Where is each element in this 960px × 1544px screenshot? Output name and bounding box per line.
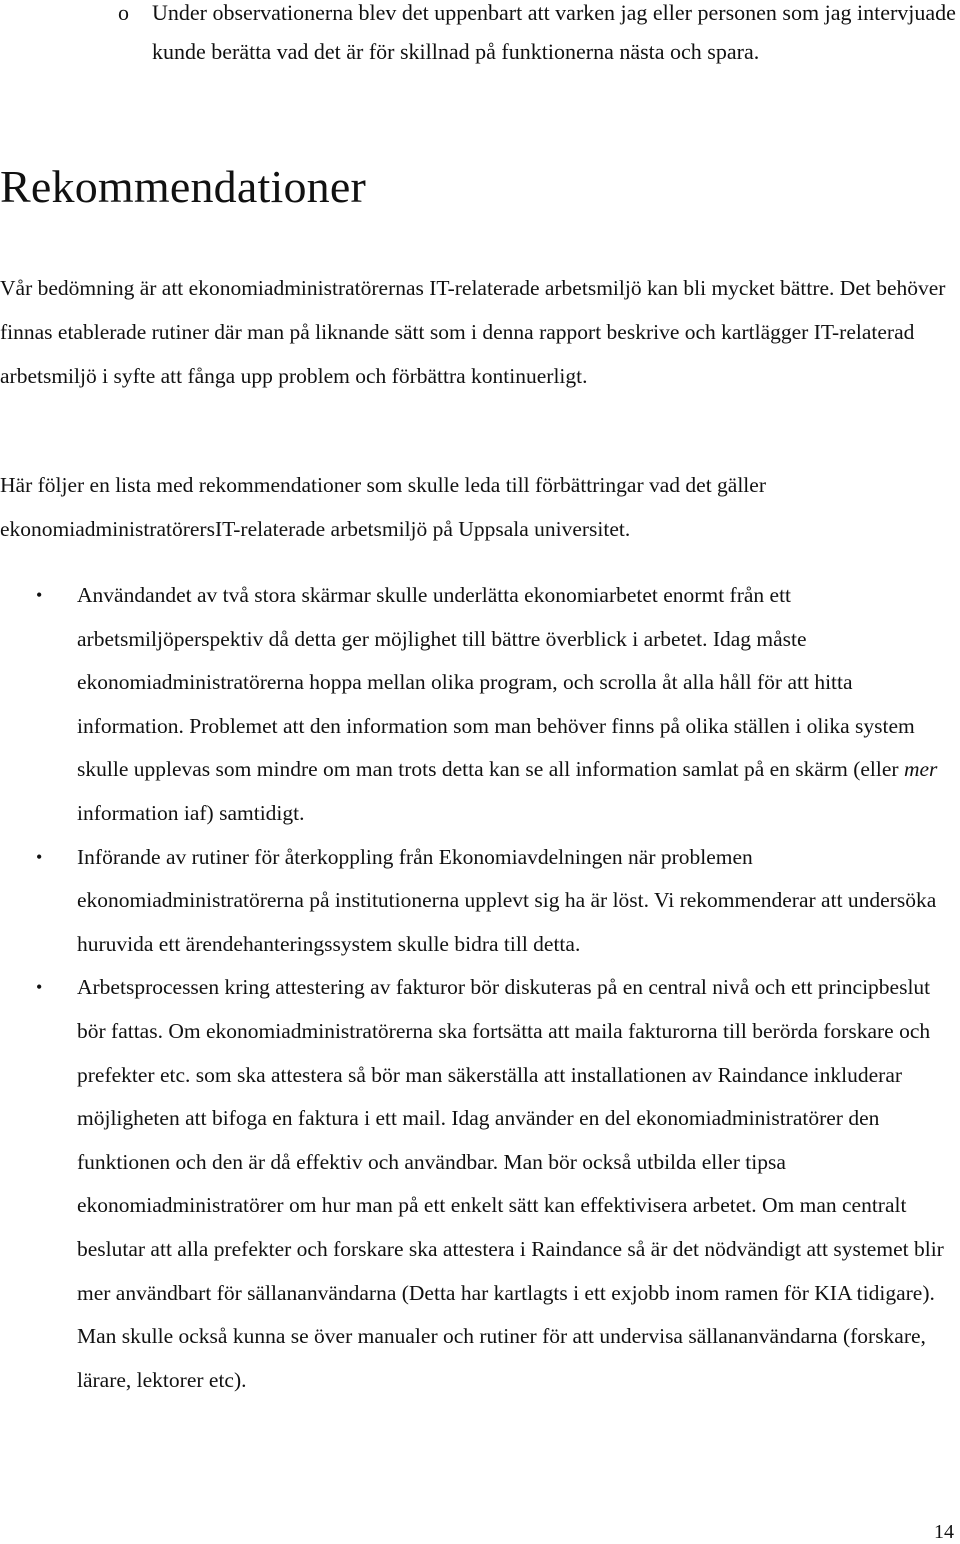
section-heading: Rekommendationer (0, 161, 366, 212)
bullet-marker: • (36, 585, 43, 605)
list-item-text: Införande av rutiner för återkoppling från Ekonomiavdelningen när problemen ekonomiadministratörerna på institutionerna upplevt sig ha är löst. Vi rekommenderar att undersöka huruvida ett ärendehanteringssystem skulle bidra till detta. (77, 844, 937, 956)
text-segment: Användandet av två stora skärmar skulle underlätta ekonomiarbetet enormt från ett arbetsmiljöperspektiv då detta ger möjlighet till bättre överblick i arbetet. Idag måste ekonomiadministratörerna hoppa mellan olika program, och scrolla åt alla håll för att hitta information. Problemet att den information som man behöver finns på olika ställen i olika system skulle upplevas som mindre om man trots detta kan se all information samlat på en skärm (eller (77, 583, 915, 782)
sub-list-item (118, 0, 960, 71)
page-number: 14 (934, 1521, 954, 1543)
list-item (0, 574, 960, 836)
list-item (0, 836, 960, 967)
text-segment: information iaf) samtidigt. (77, 800, 305, 825)
list-item (0, 966, 960, 1402)
paragraph-list-intro: Här följer en lista med rekommendationer som skulle leda till förbättringar vad det gäller ekonomiadministratörersIT-relaterade arbetsmiljö på Uppsala universitet. (0, 473, 766, 541)
bullet-marker: • (36, 977, 43, 998)
list-item-text: Arbetsprocessen kring attestering av fakturor bör diskuteras på en central nivå och ett principbeslut bör fattas. Om ekonomiadministratörerna ska fortsätta att maila fakturorna till berörda forskare och prefekter etc. som ska attestera så bör man säkerställa att installationen av Raindance inkluderar möjligheten att bifoga en faktura i ett mail. Idag använder en del ekonomiadministratörer den funktionen och den är då effektiv och användbar. Man bör också utbilda eller tipsa ekonomiadministratörer om hur man på ett enkelt sätt kan effektivisera arbetet. Om man centralt beslutar att alla prefekter och forskare ska attestera i Raindance så är det nödvändigt att systemet blir mer användbart för sällananvändarna (Detta har kartlagts i ett exjobb inom ramen för KIA tidigare). Man skulle också kunna se över manualer och rutiner för att undervisa sällananvändarna (forskare, lärare, lektorer etc). (77, 975, 944, 1392)
recommendation-list (0, 574, 960, 1402)
paragraph-assessment: Vår bedömning är att ekonomiadministratörernas IT-relaterade arbetsmiljö kan bli mycket bättre. Det behöver finnas etablerade rutiner där man på liknande sätt som i denna rapport beskrive och kartlägger IT-relaterad arbetsmiljö i syfte att fånga upp problem och förbättra kontinuerligt. (0, 276, 946, 388)
list-item-text: Under observationerna blev det uppenbart att varken jag eller personen som jag intervjuade kunde berätta vad det är för skillnad på funktionerna nästa och spara. (152, 0, 956, 64)
list-item-text (77, 583, 937, 825)
list-marker: o (118, 0, 129, 25)
bullet-marker: • (36, 846, 43, 867)
emphasis-text: mer (903, 757, 938, 782)
